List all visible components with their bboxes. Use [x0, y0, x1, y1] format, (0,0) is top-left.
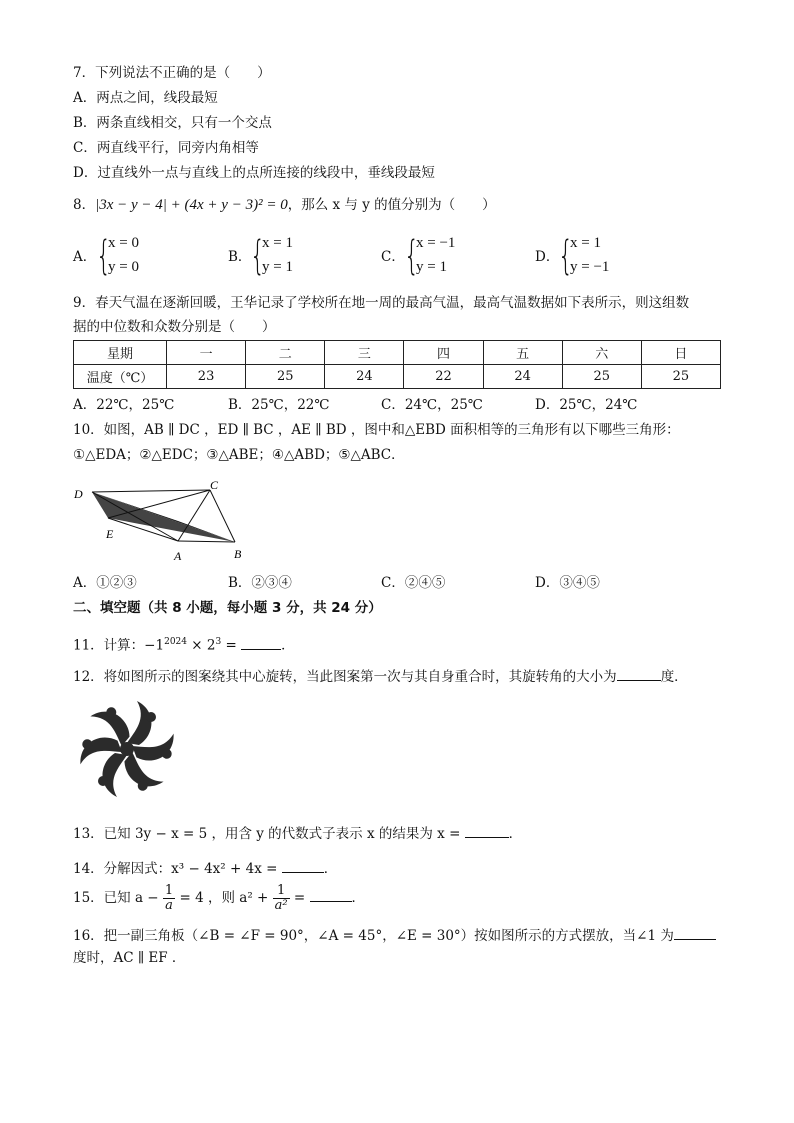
q15-equals: = [289, 890, 310, 906]
q8-option-c-line1: x = −1 [416, 235, 456, 251]
segment-dc [92, 490, 210, 492]
rotational-pattern-figure [72, 694, 182, 804]
q8-option-b-line2: y = 1 [262, 259, 293, 275]
q15-end: ． [351, 890, 365, 906]
temperature-table [73, 340, 721, 389]
q10-option-b: B．②③④ [228, 575, 292, 591]
fraction-numerator: 1 [164, 883, 174, 898]
label-c: C [210, 478, 219, 492]
label-a: A [174, 549, 182, 563]
q10-stem-line2: ①△EDA；②△EDC；③△ABE；④△ABD；⑤△ABC． [73, 447, 405, 463]
q8-tail: ，那么 x 与 y 的值分别为（ ） [287, 197, 496, 213]
table-cell: 四 [404, 341, 483, 365]
q12-prefix: 12．将如图所示的图案绕其中心旋转，当此图案第一次与其自身重合时，其旋转角的大小为 [73, 669, 617, 685]
q8-option-b-line1: x = 1 [262, 235, 293, 251]
label-b: B [234, 547, 242, 561]
q7-option-d: D．过直线外一点与直线上的点所连接的线段中，垂线段最短 [73, 165, 435, 181]
q15-text [73, 882, 365, 914]
q9-option-a: A．22℃，25℃ [73, 397, 175, 413]
answer-blank[interactable] [282, 858, 324, 873]
answer-blank[interactable] [241, 635, 281, 650]
table-cell: 星期 [74, 341, 167, 365]
q11-end: ． [281, 637, 295, 654]
table-cell: 25 [562, 365, 641, 389]
label-e: E [106, 527, 114, 541]
table-cell: 五 [483, 341, 562, 365]
q10-geometry-figure [70, 478, 250, 568]
q10-option-a: A．①②③ [73, 575, 137, 591]
table-cell: 24 [325, 365, 404, 389]
q11-exponent2: 3 [215, 637, 222, 647]
fraction-numerator: 1 [273, 884, 290, 899]
q7-option-a: A．两点之间，线段最短 [73, 90, 218, 106]
brace-icon: { [96, 233, 112, 279]
q8-number: 8． [73, 197, 96, 213]
answer-blank[interactable] [465, 823, 509, 838]
q16-line2: 度时，AC ∥ EF ． [73, 950, 186, 966]
segment-ab [178, 541, 235, 542]
center-circle [120, 742, 134, 756]
q12-end: 度． [660, 669, 688, 685]
q8-option-c-label: C． [381, 249, 405, 265]
q13-prefix: 13．已知 3y − x = 5 ，用含 y 的代数式子表示 x 的结果为 x = [73, 826, 465, 842]
q8-option-a-line1: x = 0 [108, 235, 139, 251]
q15-mid: = 4 ，则 a² + [175, 890, 273, 906]
q14-text [73, 858, 337, 878]
q8-option-d-line2: y = −1 [570, 259, 610, 275]
q10-stem-line1: 10．如图，AB ∥ DC ，ED ∥ BC ，AE ∥ BD ，图中和△EBD 面积相等的三角形有以下哪些三角形： [73, 422, 680, 438]
q8-option-d-label: D． [535, 249, 560, 265]
table-cell: 23 [167, 365, 246, 389]
fraction-denominator: a² [274, 898, 288, 913]
q8-option-b-label: B． [228, 249, 252, 265]
q8-expression: |3x − y − 4| + (4x + y − 3)² = 0 [95, 197, 288, 213]
brace-icon: { [404, 233, 420, 279]
table-header-row [74, 341, 721, 365]
q13-text [73, 823, 522, 843]
answer-blank[interactable] [674, 925, 716, 940]
table-cell: 日 [641, 341, 720, 365]
q8-option-c-line2: y = 1 [416, 259, 447, 275]
table-cell: 二 [246, 341, 325, 365]
fraction [273, 884, 290, 913]
q9-stem-line1: 9．春天气温在逐渐回暖，王华记录了学校所在地一周的最高气温，最高气温数据如下表所示，则这组数 [73, 295, 690, 311]
q15-prefix: 15．已知 a − [73, 890, 163, 906]
section-heading: 二、填空题（共 8 小题，每小题 3 分，共 24 分） [73, 600, 382, 616]
table-row [74, 365, 721, 389]
q10-option-d: D．③④⑤ [535, 575, 600, 591]
segment-da [92, 492, 178, 541]
q11-mid: × 2 [187, 637, 216, 654]
petal-shape [98, 753, 127, 797]
q8-option-d-line1: x = 1 [570, 235, 601, 251]
q12-text [73, 666, 688, 686]
table-cell: 24 [483, 365, 562, 389]
q9-stem-line2: 据的中位数和众数分别是（ ） [73, 319, 276, 335]
brace-icon: { [558, 233, 574, 279]
q9-option-d: D．25℃，24℃ [535, 397, 638, 413]
q9-option-b: B．25℃，22℃ [228, 397, 330, 413]
q13-end: ． [508, 826, 523, 842]
petal-shape [127, 701, 156, 745]
q10-option-c: C．②④⑤ [381, 575, 446, 591]
q8-stem [73, 196, 496, 214]
label-d: D [74, 487, 83, 501]
table-cell: 一 [167, 341, 246, 365]
table-cell: 25 [246, 365, 325, 389]
q11-text [73, 633, 295, 655]
answer-blank[interactable] [310, 887, 352, 902]
q9-option-c: C．24℃，25℃ [381, 397, 483, 413]
table-cell: 25 [641, 365, 720, 389]
q7-stem: 7．下列说法不正确的是（ ） [73, 65, 271, 81]
table-cell: 六 [562, 341, 641, 365]
q14-end: ． [323, 861, 338, 877]
fraction [163, 884, 175, 913]
brace-icon: { [250, 233, 266, 279]
table-cell: 三 [325, 341, 404, 365]
table-cell: 22 [404, 365, 483, 389]
q11-prefix: 11．计算：−1 [73, 637, 165, 654]
q8-option-a-line2: y = 0 [108, 259, 139, 275]
fraction-denominator: a [165, 898, 173, 913]
table-cell: 温度（℃） [74, 365, 167, 389]
q8-option-a-label: A． [73, 249, 97, 265]
q11-exponent: 2024 [164, 637, 187, 647]
q16-text: 16．把一副三角板（∠B = ∠F = 90°，∠A = 45°，∠E = 30°）按如图所示的方式摆放，当∠1 为 [73, 928, 674, 944]
q7-option-c: C．两直线平行，同旁内角相等 [73, 140, 259, 156]
q16-line1 [73, 925, 716, 945]
q14-prefix: 14．分解因式：x³ − 4x² + 4x = [73, 861, 282, 877]
q11-equals: = [221, 637, 242, 654]
answer-blank[interactable] [617, 666, 661, 681]
q7-option-b: B．两条直线相交，只有一个交点 [73, 115, 272, 131]
